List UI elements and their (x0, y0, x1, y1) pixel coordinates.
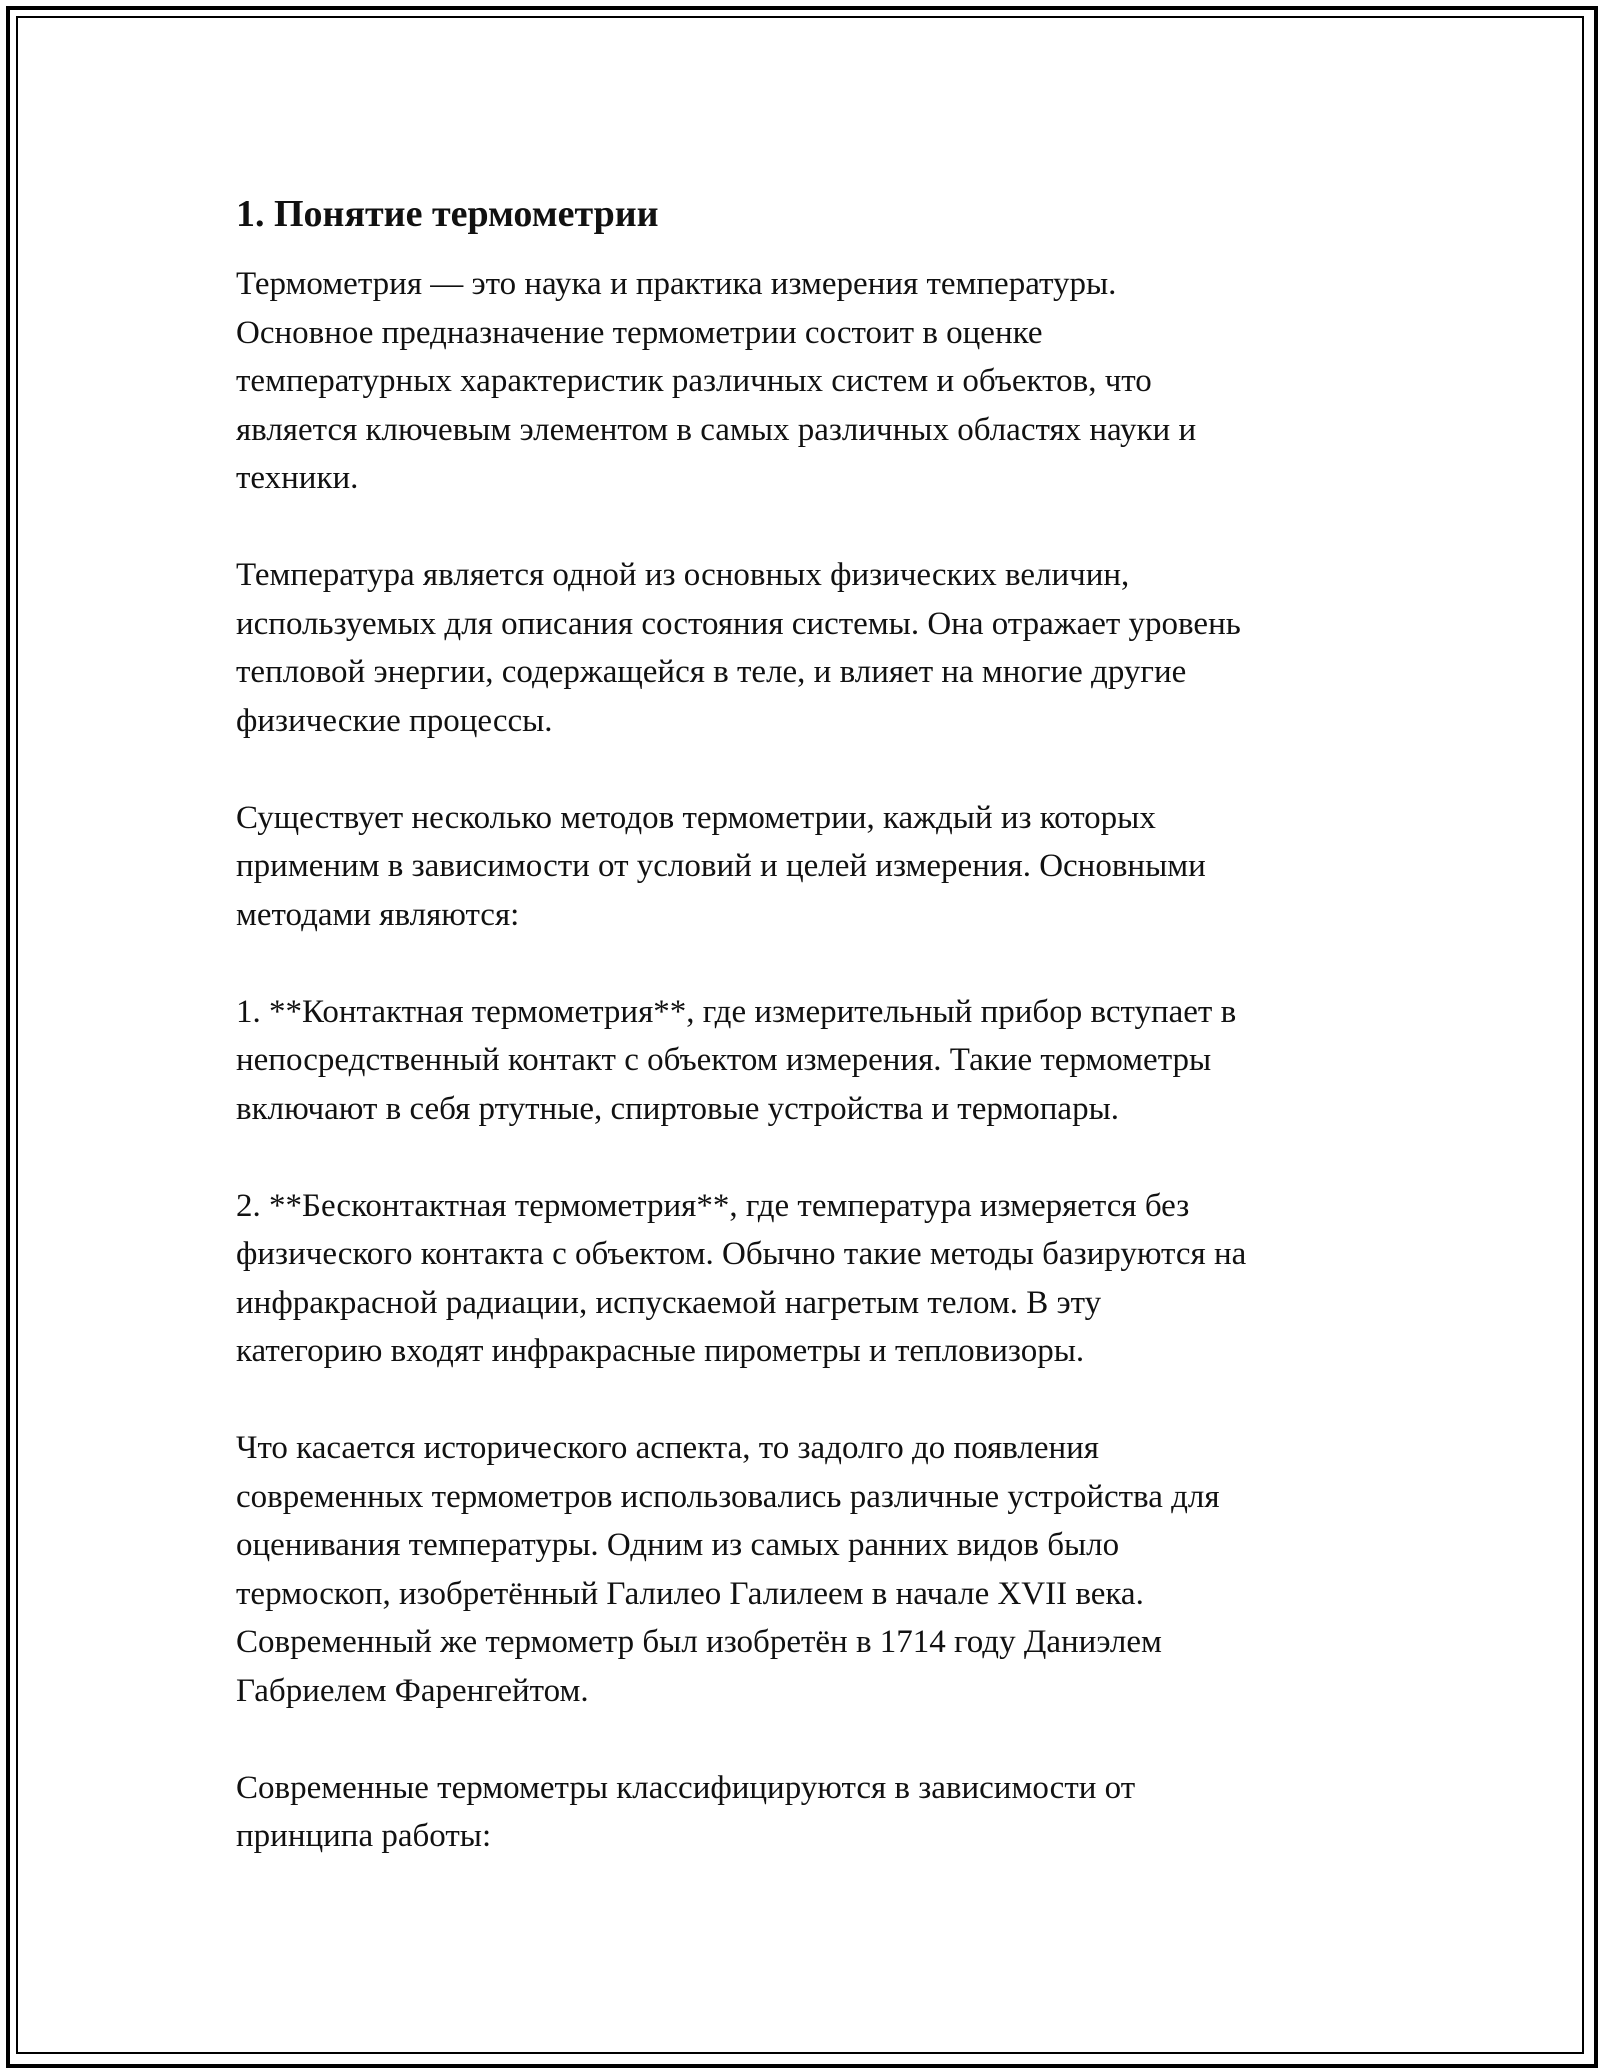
paragraph-line: методами являются: (236, 896, 520, 933)
paragraph-line: принципа работы: (236, 1818, 492, 1854)
paragraph-line: Термометрия — это наука и практика измерения температуры. (236, 266, 1117, 302)
paragraph-line: тепловой энергии, содержащейся в теле, и влияет на многие другие (236, 654, 1187, 690)
paragraph (236, 1764, 1376, 1861)
paragraph-line: физического контакта с объектом. Обычно такие методы базируются на (236, 1236, 1247, 1272)
paragraph-line: категорию входят инфракрасные пирометры и тепловизоры. (236, 1333, 1085, 1369)
paragraph (236, 988, 1376, 1134)
paragraph-line: Основное предназначение термометрии состоит в оценке (236, 314, 1043, 351)
paragraph-line: техники. (236, 460, 359, 496)
paragraph-line: включают в себя ртутные, спиртовые устройства и термопары. (236, 1090, 1119, 1127)
document-body (236, 188, 1376, 1861)
paragraph-line: применим в зависимости от условий и целей измерения. Основными (236, 848, 1206, 884)
paragraph-line: 1. **Контактная термометрия**, где измерительный прибор вступает в (236, 993, 1237, 1030)
paragraphs-container (236, 260, 1376, 1861)
paragraph-line: инфракрасной радиации, испускаемой нагретым телом. В эту (236, 1284, 1102, 1321)
paragraph-line: современных термометров использовались различные устройства для (236, 1478, 1220, 1515)
section-heading: 1. Понятие термометрии (236, 193, 659, 235)
paragraph-line: температурных характеристик различных систем и объектов, что (236, 363, 1152, 399)
paragraph-line: непосредственный контакт с объектом измерения. Такие термометры (236, 1042, 1212, 1078)
paragraph-line: термоскоп, изобретённый Галилео Галилеем в начале XVII века. (236, 1575, 1144, 1612)
paragraph-line: Существует несколько методов термометрии, каждый из которых (236, 799, 1156, 836)
paragraph-line: оценивания температуры. Одним из самых ранних видов было (236, 1527, 1120, 1563)
paragraph-line: Что касается исторического аспекта, то задолго до появления (236, 1430, 1099, 1466)
paragraph-line: используемых для описания состояния системы. Она отражает уровень (236, 605, 1241, 642)
paragraph (236, 1182, 1376, 1376)
paragraph (236, 794, 1376, 940)
paragraph-line: Габриелем Фаренгейтом. (236, 1672, 589, 1709)
paragraph-line: Современные термометры классифицируются в зависимости от (236, 1769, 1136, 1806)
paragraph-line: Температура является одной из основных физических величин, (236, 557, 1130, 593)
paragraph-line: физические процессы. (236, 702, 553, 739)
paragraph-line: является ключевым элементом в самых различных областях науки и (236, 411, 1197, 448)
paragraph (236, 551, 1376, 745)
paragraph-line: Современный же термометр был изобретён в 1714 году Даниэлем (236, 1624, 1162, 1660)
paragraph (236, 260, 1376, 503)
paragraph-line: 2. **Бесконтактная термометрия**, где температура измеряется без (236, 1187, 1190, 1224)
paragraph (236, 1424, 1376, 1715)
